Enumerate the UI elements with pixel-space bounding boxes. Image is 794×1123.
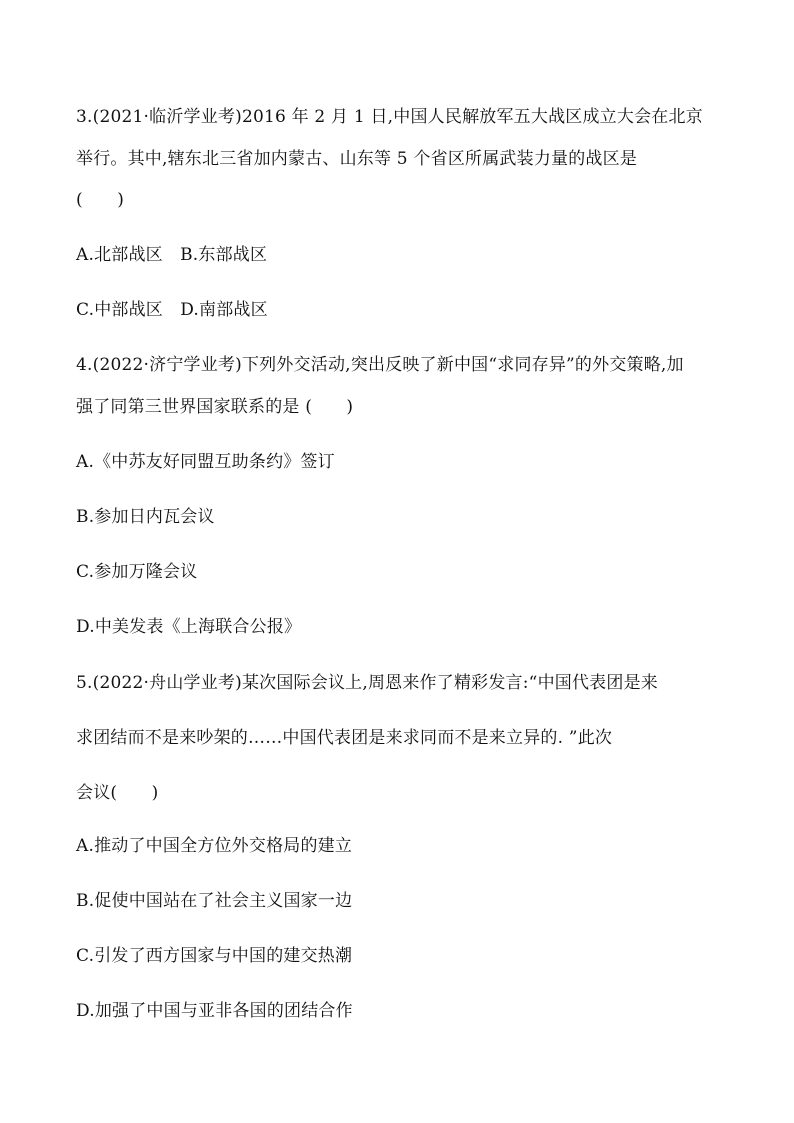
question-5-stem-line-1: 5.(2022·舟山学业考)某次国际会议上,周恩来作了精彩发言:“中国代表团是来 xyxy=(76,673,658,693)
question-5-option-c: C.引发了西方国家与中国的建交热潮 xyxy=(76,946,353,966)
question-4-option-b: B.参加日内瓦会议 xyxy=(76,507,215,527)
question-5-stem-line-3: 会议( ) xyxy=(76,783,159,803)
question-4-stem-line-2: 强了同第三世界国家联系的是 ( ) xyxy=(76,397,354,417)
question-5-option-d: D.加强了中国与亚非各国的团结合作 xyxy=(76,1001,353,1021)
question-5-stem-line-2: 求团结而不是来吵架的……中国代表团是来求同而不是来立异的. ”此次 xyxy=(76,728,613,748)
question-4-option-c: C.参加万隆会议 xyxy=(76,562,198,582)
question-4-option-a: A.《中苏友好同盟互助条约》签订 xyxy=(76,452,335,472)
question-5-option-b: B.促使中国站在了社会主义国家一边 xyxy=(76,891,353,911)
question-3-options-ab: A.北部战区 B.东部战区 xyxy=(76,245,268,265)
question-5-option-a: A.推动了中国全方位外交格局的建立 xyxy=(76,836,353,856)
question-4-option-d: D.中美发表《上海联合公报》 xyxy=(76,617,302,637)
question-4-stem-line-1: 4.(2022·济宁学业考)下列外交活动,突出反映了新中国“求同存异”的外交策略,加 xyxy=(76,355,684,375)
question-3-stem-line-1: 3.(2021·临沂学业考)2016 年 2 月 1 日,中国人民解放军五大战区成立大会在北京 xyxy=(76,107,703,127)
question-3-options-cd: C.中部战区 D.南部战区 xyxy=(76,300,268,320)
question-3-answer-bracket: ( ) xyxy=(76,190,125,210)
question-3-stem-line-2: 举行。其中,辖东北三省加内蒙古、山东等 5 个省区所属武装力量的战区是 xyxy=(76,149,638,169)
